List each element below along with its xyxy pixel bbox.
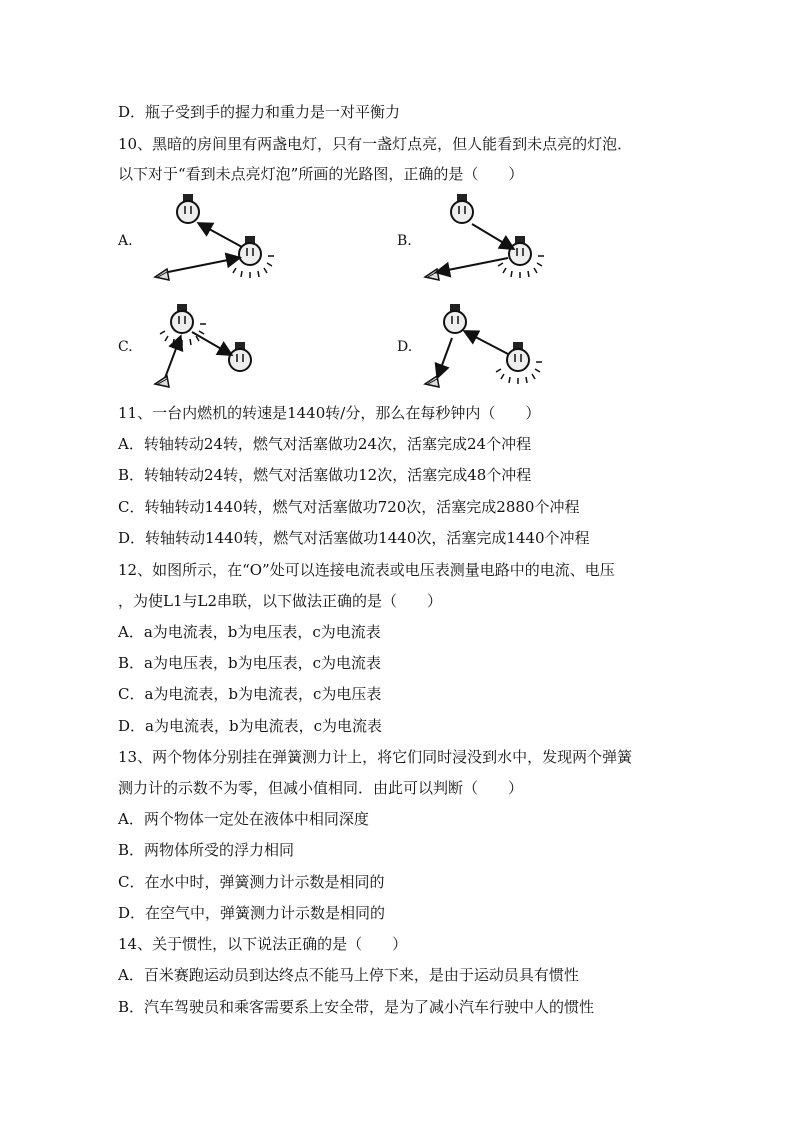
q10-stem-line2: 以下对于“看到未点亮灯泡”所画的光路图，正确的是（ ） [118,165,524,183]
q14-option-b: B．汽车驾驶员和乘客需要系上安全带，是为了减小汽车行驶中人的惯性 [118,998,595,1016]
q13-option-b: B．两物体所受的浮力相同 [118,841,295,859]
q10-diagram-c [150,300,280,392]
q10-option-d-label: D. [397,339,413,355]
q10-option-c-label: C. [118,339,133,355]
q11-option-a: A．转轴转动24转，燃气对活塞做功24次，活塞完成24个冲程 [118,435,532,453]
q12-stem-line1: 12、如图所示，在“O”处可以连接电流表或电压表测量电路中的电流、电压 [118,561,615,579]
q11-option-c: C．转轴转动1440转，燃气对活塞做功720次，活塞完成2880个冲程 [118,498,580,516]
q14-option-a: A．百米赛跑运动员到达终点不能马上停下来，是由于运动员具有惯性 [118,966,579,984]
q12-option-d: D．a为电流表，b为电流表，c为电流表 [118,717,382,735]
q10-stem-line1: 10、黑暗的房间里有两盏电灯，只有一盏灯点亮，但人能看到未点亮的灯泡． [118,135,633,153]
q10-option-a-label: A. [118,233,133,249]
q10-diagram-a [150,192,280,284]
q12-stem-line2: ，为使L1与L2串联，以下做法正确的是（ ） [118,592,443,610]
q12-option-c: C．a为电流表，b为电流表，c为电压表 [118,685,382,703]
q11-option-b: B．转轴转动24转，燃气对活塞做功12次，活塞完成48个冲程 [118,466,532,484]
q11-stem: 11、一台内燃机的转速是1440转/分，那么在每秒钟内（ ） [118,404,541,422]
q14-stem: 14、关于惯性，以下说法正确的是（ ） [118,935,408,953]
q10-diagram-d [420,300,550,392]
q13-stem-line1: 13、两个物体分别挂在弹簧测力计上，将它们同时浸没到水中，发现两个弹簧 [118,748,633,766]
q13-option-a: A．两个物体一定处在液体中相同深度 [118,810,369,828]
q9-option-d: D．瓶子受到手的握力和重力是一对平衡力 [118,103,401,121]
q13-option-d: D．在空气中，弹簧测力计示数是相同的 [118,904,386,922]
q12-option-a: A．a为电流表，b为电压表，c为电流表 [118,623,381,641]
q13-stem-line2: 测力计的示数不为零，但减小值相同．由此可以判断（ ） [118,779,524,797]
q10-diagram-b [420,192,550,284]
q13-option-c: C．在水中时，弹簧测力计示数是相同的 [118,873,385,891]
q10-option-b-label: B. [397,233,412,249]
q11-option-d: D．转轴转动1440转，燃气对活塞做功1440次，活塞完成1440个冲程 [118,529,590,547]
q12-option-b: B．a为电压表，b为电压表，c为电流表 [118,654,381,672]
